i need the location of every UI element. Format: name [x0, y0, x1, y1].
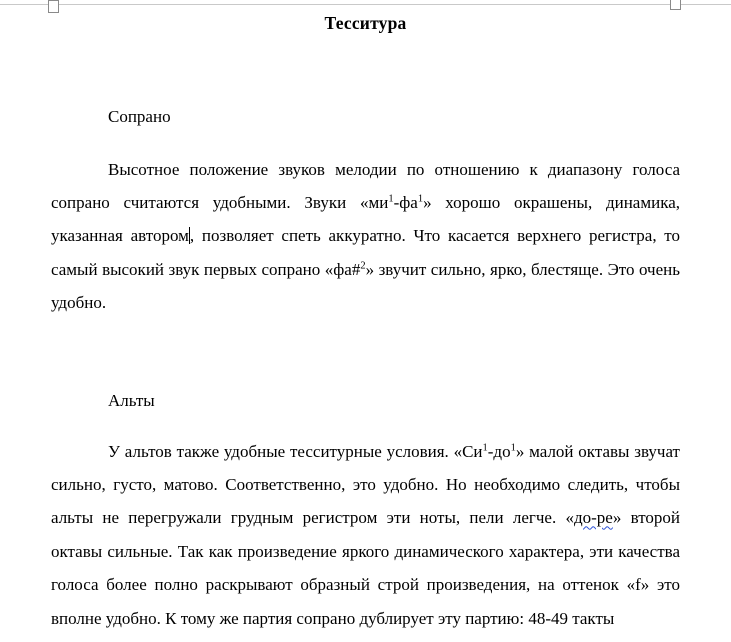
paragraph-text-segment: » малой октавы звучат сильно, густо, матово. Соответственно, это удобно. Но необходимо следить, чтобы альты не перегружали грудным регистром эти ноты, пели легче. « [51, 441, 680, 528]
paragraph-text-segment: » второй октавы сильные. Так как произведение яркого динамического характера, эти качества голоса более полно раскрывают образный строй произведения, на оттенок «f» это вполне удобно. К тому же партия сопрано дублирует эту партию: 48-49 такты [51, 508, 681, 628]
paragraph-text-segment: , позволяет спеть аккуратно. Что касается верхнего регистра, то самый высокий звук первых сопрано «фа# [51, 226, 681, 279]
paragraph-alto[interactable] [51, 435, 680, 635]
paragraph-text-segment: » хорошо окрашены, динамика, указанная автором [51, 192, 681, 246]
paragraph-text-segment: » звучит сильно, ярко, блестяще. Это очень удобно. [51, 259, 680, 313]
superscript-octave-number: 1 [388, 193, 394, 205]
section-heading-alto: Альты [108, 390, 155, 410]
paragraph-text-segment: -фа [393, 192, 418, 212]
document-title: Тесситура [324, 13, 407, 33]
paragraph-text-segment: -до [487, 441, 511, 461]
spellcheck-flagged-word[interactable]: до-ре [573, 508, 613, 528]
superscript-octave-number: 1 [482, 441, 488, 453]
superscript-octave-number: 1 [417, 193, 424, 205]
paragraph-soprano[interactable] [51, 153, 680, 320]
superscript-octave-number: 2 [360, 260, 366, 272]
superscript-octave-number: 1 [510, 441, 516, 453]
paragraph-text-segment: Высотное положение звуков мелодии по отношению к диапазону голоса сопрано считаются удобными. Звуки «ми [51, 159, 680, 212]
paragraph-text-segment: У альтов также удобные тесситурные условия. «Си [108, 441, 483, 461]
document-text-area[interactable] [51, 0, 680, 635]
section-heading-soprano: Сопрано [108, 106, 171, 126]
